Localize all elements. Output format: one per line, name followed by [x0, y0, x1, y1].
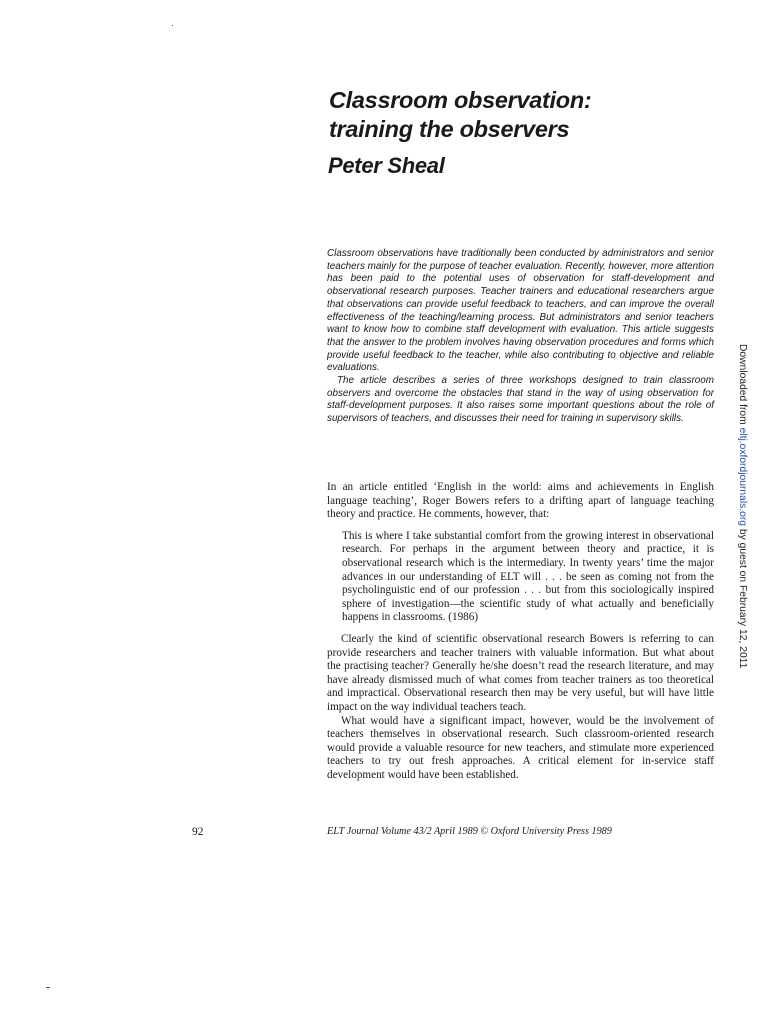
page-number: 92	[192, 826, 204, 838]
watermark-suffix: by guest on February 12, 2011	[737, 526, 748, 669]
body-paragraph-2: Clearly the kind of scientific observational research Bowers is referring to can provide researchers and teacher trainers with valuable information. But what about the practising teacher? Generally he/she doesn’t read the research literature, and may have already dismissed much of what comes from teacher trainers as too theoretical and impractical. Observational research then may be very useful, but will have little impact on the way individual teachers teach.	[327, 632, 714, 713]
journal-site-link[interactable]: eltj.oxfordjournals.org	[737, 427, 748, 527]
scan-speck	[46, 987, 50, 988]
title-line-2: training the observers	[329, 116, 570, 142]
body-intro-paragraph: In an article entitled ‘English in the world: aims and achievements in English language teaching’, Roger Bowers refers to a drifting apart of language teaching theory and practice. He comments, however, that:	[327, 481, 714, 521]
journal-citation: ELT Journal Volume 43/2 April 1989 © Oxford University Press 1989	[327, 826, 612, 837]
title-line-1: Classroom observation:	[329, 87, 592, 113]
abstract-paragraph-1: Classroom observations have traditionally been conducted by administrators and senior teachers mainly for the purpose of teacher evaluation. Recently, however, more attention has been paid to the potential uses of observation for staff-development and observational research purposes. Teacher trainers and educational researchers argue that observations can provide useful feedback to teachers, and can improve the overall effectiveness of the teaching/learning process. But administrators and senior teachers want to know how to combine staff development with evaluation. This article suggests that the answer to the problem involves having observation procedures and forms which provide useful feedback to the teacher, while also contributing to objective and reliable evaluations.	[327, 248, 714, 374]
article-title	[329, 86, 729, 144]
abstract-paragraph-2: The article describes a series of three workshops designed to train classroom observers and overcome the obstacles that stand in the way of using observation for staff-development purposes. It also raises some important questions about the role of supervisors of teachers, and discusses their need for training in supervisory skills.	[327, 375, 714, 425]
scan-speck	[172, 25, 173, 26]
article-body	[327, 481, 714, 782]
body-paragraph-3: What would have a significant impact, however, would be the involvement of teachers themselves in observational research. Such classroom-oriented research would provide a valuable resource for new teachers, and stimulate more experienced teachers to try out fresh approaches. A critical element for in-service staff development would have been established.	[327, 714, 714, 781]
watermark-prefix: Downloaded from	[737, 344, 748, 428]
download-watermark	[737, 344, 748, 668]
abstract	[327, 248, 714, 426]
author-name: Peter Sheal	[328, 153, 445, 178]
bowers-quote: This is where I take substantial comfort from the growing interest in observational research. For perhaps in the argument between theory and practice, it is observational research which is the intermediary. In twenty years’ time the major advances in our understanding of ELT will . . . be seen as coming not from the psycholinguistic end of our profession . . . but from this sociologically inspired sphere of investigation—the scientific study of what actually and beneficially happens in classrooms. (1986)	[342, 529, 714, 624]
